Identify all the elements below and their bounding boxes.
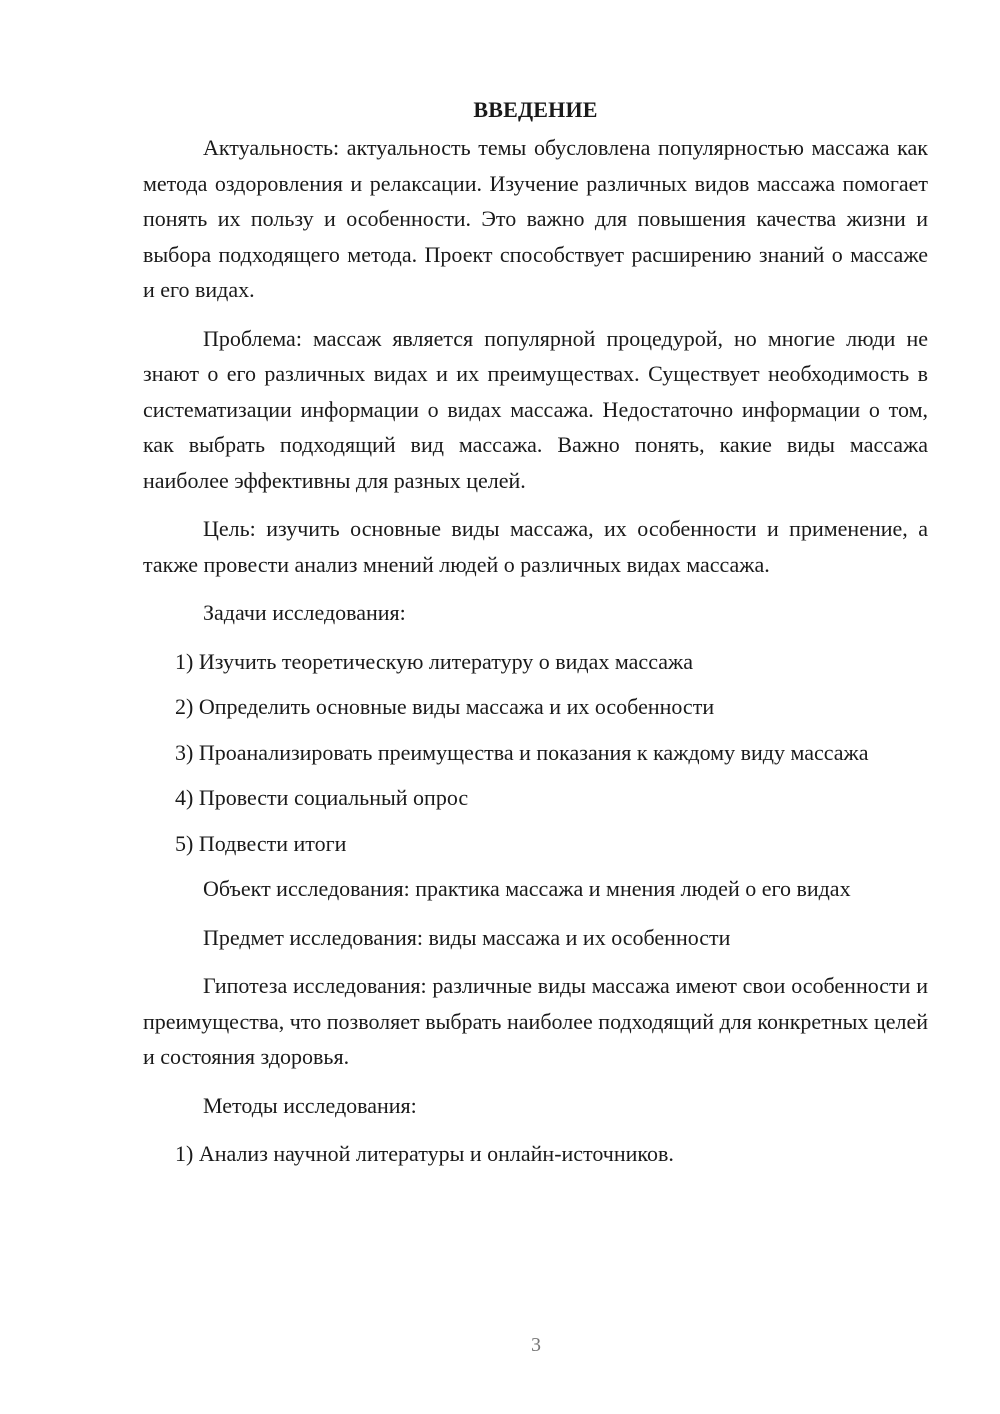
- document-page: [143, 92, 928, 1182]
- task-item-2: 2) Определить основные виды массажа и их особенности: [175, 694, 715, 719]
- task-item-1: 1) Изучить теоретическую литературу о видах массажа: [175, 648, 693, 674]
- hypothesis-paragraph: Гипотеза исследования: различные виды массажа имеют свои особенности и преимущества, что позволяет выбрать наиболее подходящий для конкретных целей и состояния здоровья.: [143, 973, 928, 1069]
- page-number: 3: [531, 1334, 541, 1356]
- task-item-5: 5) Подвести итоги: [175, 830, 347, 856]
- task-item-4: 4) Провести социальный опрос: [175, 785, 469, 810]
- methods-title: Методы исследования:: [203, 1092, 417, 1118]
- section-heading: ВВЕДЕНИЕ: [473, 97, 598, 122]
- tasks-title: Задачи исследования:: [203, 600, 406, 625]
- task-item-3: 3) Проанализировать преимущества и показания к каждому виду массажа: [175, 739, 869, 765]
- method-item-1: 1) Анализ научной литературы и онлайн-источников.: [175, 1141, 674, 1166]
- object-paragraph: Объект исследования: практика массажа и мнения людей о его видах: [203, 876, 851, 901]
- goal-paragraph: Цель: изучить основные виды массажа, их особенности и применение, а также провести анализ мнений людей о различных видах массажа.: [143, 516, 928, 577]
- subject-paragraph: Предмет исследования: виды массажа и их особенности: [203, 924, 731, 950]
- relevance-paragraph: Актуальность: актуальность темы обусловлена популярностью массажа как метода оздоровления и релаксации. Изучение различных видов массажа помогает понять их пользу и особенности. Это важно для повышения качества жизни и выбора подходящего метода. Проект способствует расширению знаний о массаже и его видах.: [143, 135, 928, 302]
- problem-paragraph: Проблема: массаж является популярной процедурой, но многие люди не знают о его различных видах и их преимуществах. Существует необходимость в систематизации информации о видах массажа. Недостаточно информации о том, как выбрать подходящий вид массажа. Важно понять, какие виды массажа наиболее эффективны для разных целей.: [143, 325, 928, 493]
